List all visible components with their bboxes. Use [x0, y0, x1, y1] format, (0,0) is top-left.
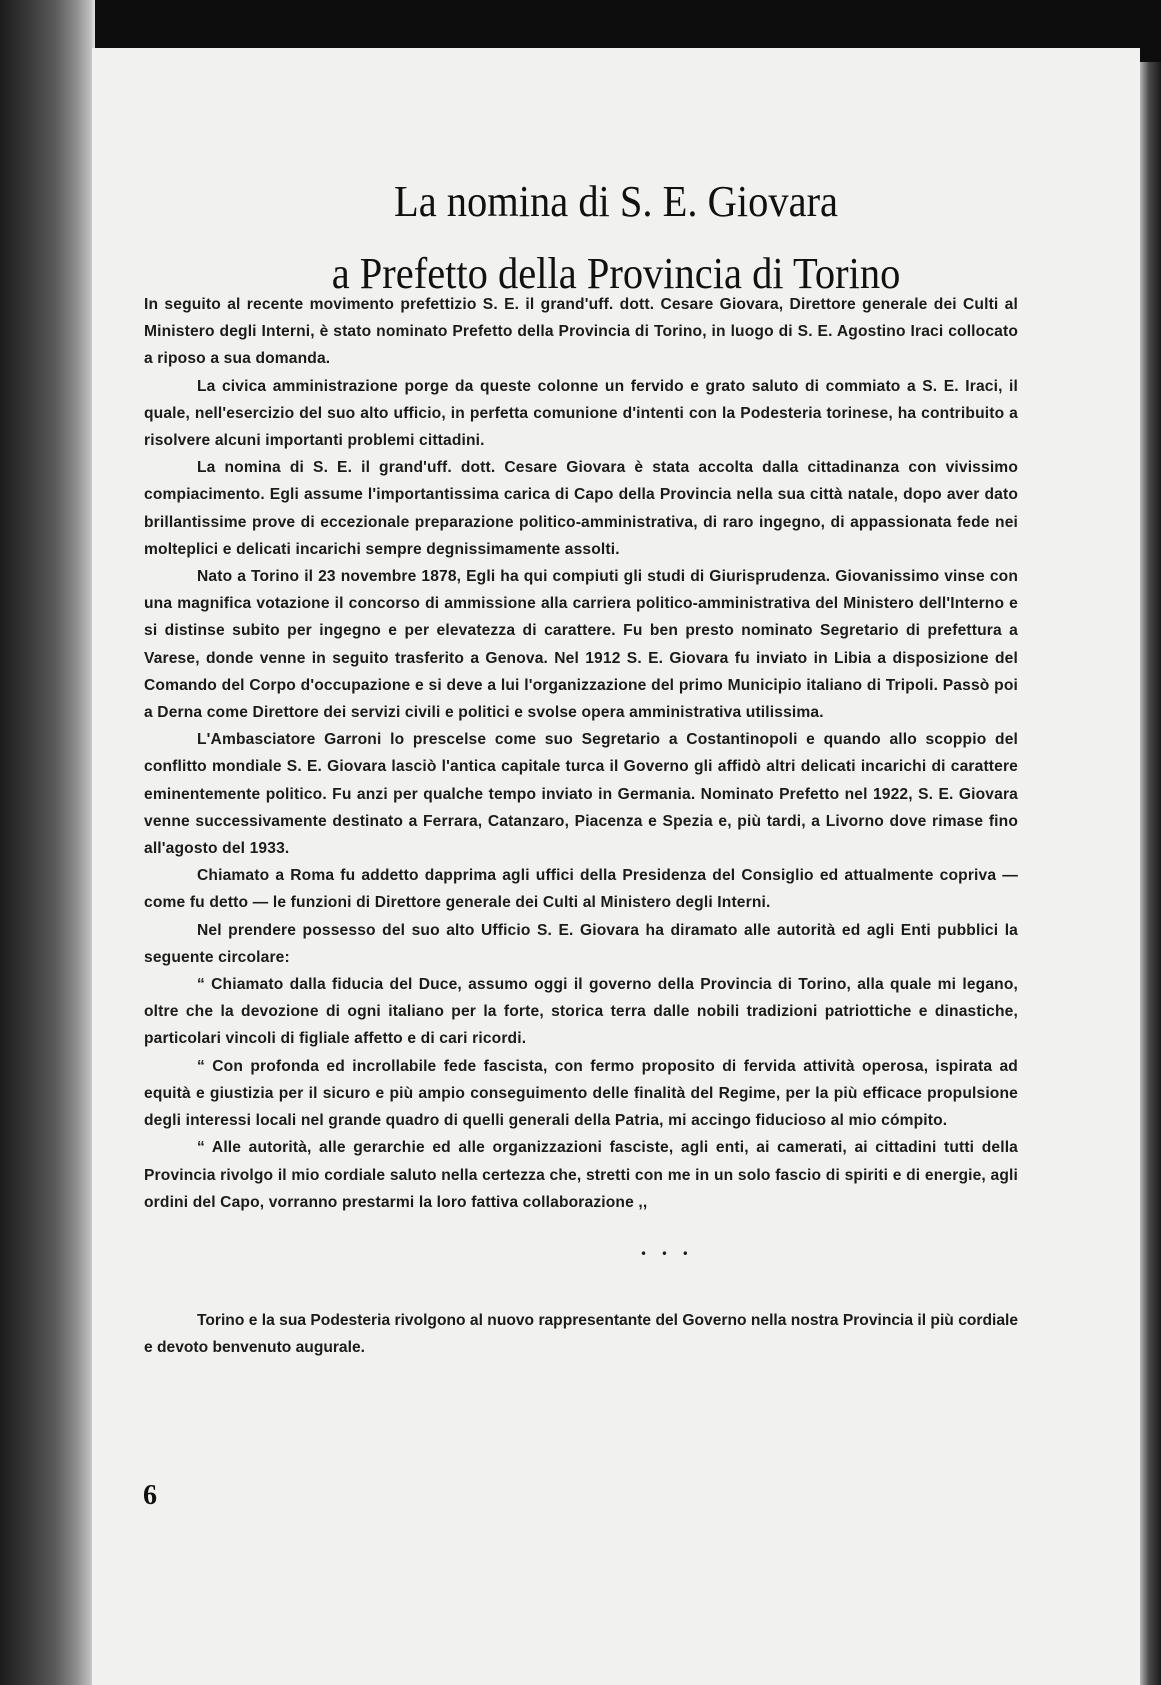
paragraph: La civica amministrazione porge da queste colonne un fervido e grato saluto di commiato a S. E. Iraci, il quale, nell'esercizio del suo alto ufficio, in perfetta comunione d'intenti con la Podesteria torinese, ha contribuito a risolvere alcuni importanti problemi cittadini. — [144, 377, 1018, 450]
closing-paragraph: Torino e la sua Podesteria rivolgono al nuovo rappresentante del Governo nella nostra Provincia il più cordiale e devoto benvenuto augurale. — [144, 1312, 1018, 1357]
paragraph: Nato a Torino il 23 novembre 1878, Egli ha qui compiuti gli studi di Giurisprudenza. Giovanissimo vinse con una magnifica votazione il concorso di ammissione alla carriera politico-amministrativa del Ministero dell'Interno e si distinse subito per ingegno e per elevatezza di carattere. Fu ben presto nominato Segretario di prefettura a Varese, donde venne in seguito trasferito a Genova. Nel 1912 S. E. Giovara fu inviato in Libia a disposizione del Comando del Corpo d'occupazione e si deve a lui l'organizzazione del primo Municipio italiano di Tripoli. Passò poi a Derna come Direttore dei servizi civili e politici e svolse opera amministrativa utilissima. — [144, 568, 1018, 722]
title-line-1: La nomina di S. E. Giovara — [393, 177, 839, 226]
paragraph: La nomina di S. E. il grand'uff. dott. Cesare Giovara è stata accolta dalla cittadinanza con vivissimo compiacimento. Egli assume l'importantissima carica di Capo della Provincia nella sua città natale, dopo aver dato brillantissime prove di eccezionale preparazione politico-amministrativa, di raro ingegno, di appassionata fede nei molteplici e delicati incarichi sempre degnissimamente assolti. — [144, 459, 1018, 558]
paragraph: Nel prendere possesso del suo alto Ufficio S. E. Giovara ha diramato alle autorità ed agli Enti pubblici la seguente circolare: — [144, 921, 1018, 966]
book-binding-edge — [0, 0, 95, 1685]
quoted-paragraph: “ Alle autorità, alle gerarchie ed alle organizzazioni fasciste, agli enti, ai camerati, ai cittadini tutti della Provincia rivolgo il mio cordiale saluto nella certezza che, stretti con me in un solo fascio di spiriti e di energie, agli ordini del Capo, vorranno prestarmi la loro fattiva collaborazione ,, — [144, 1139, 1018, 1211]
paragraph: Chiamato a Roma fu addetto dapprima agli uffici della Presidenza del Consiglio ed attualmente copriva — come fu detto — le funzioni di Direttore generale dei Culti al Ministero degli Interni. — [144, 867, 1018, 912]
article-title — [134, 166, 1098, 310]
section-separator: • • • — [640, 1247, 694, 1261]
quoted-paragraph: “ Con profonda ed incrollabile fede fascista, con fermo proposito di fervida attività operosa, ispirata ad equità e giustizia per il sicuro e più ampio conseguimento delle finalità del Regime, per la più efficace propulsione degli interessi locali nel grande quadro di quelli generali della Patria, mi accingo fiducioso al mio cómpito. — [144, 1057, 1018, 1130]
paragraph: In seguito al recente movimento prefettizio S. E. il grand'uff. dott. Cesare Giovara, Direttore generale dei Culti al Ministero degli Interni, è stato nominato Prefetto della Provincia di Torino, in luogo di S. E. Agostino Iraci collocato a riposo a sua domanda. — [144, 296, 1018, 368]
scan-right-border — [1137, 62, 1161, 1685]
quoted-paragraph: “ Chiamato dalla fiducia del Duce, assumo oggi il governo della Provincia di Torino, alla quale mi legano, oltre che la devozione di ogni italiano per la forte, storica terra dalle nobili tradizioni patriottiche e dinastiche, particolari vincoli di figliale affetto e di cari ricordi. — [144, 976, 1018, 1048]
page-number: 6 — [143, 1480, 157, 1511]
paragraph: L'Ambasciatore Garroni lo prescelse come suo Segretario a Costantinopoli e quando allo scoppio del conflitto mondiale S. E. Giovara lasciò l'antica capitale turca il Governo gli affidò altri delicati incarichi di carattere eminentemente politico. Fu anzi per qualche tempo inviato in Germania. Nominato Prefetto nel 1922, S. E. Giovara venne successivamente destinato a Ferrara, Catanzaro, Piacenza e Spezia e, più tardi, a Livorno dove rimase fino all'agosto del 1933. — [144, 731, 1018, 858]
article-body — [144, 291, 1018, 1216]
title-line-2: a Prefetto della Provincia di Torino — [331, 249, 901, 298]
